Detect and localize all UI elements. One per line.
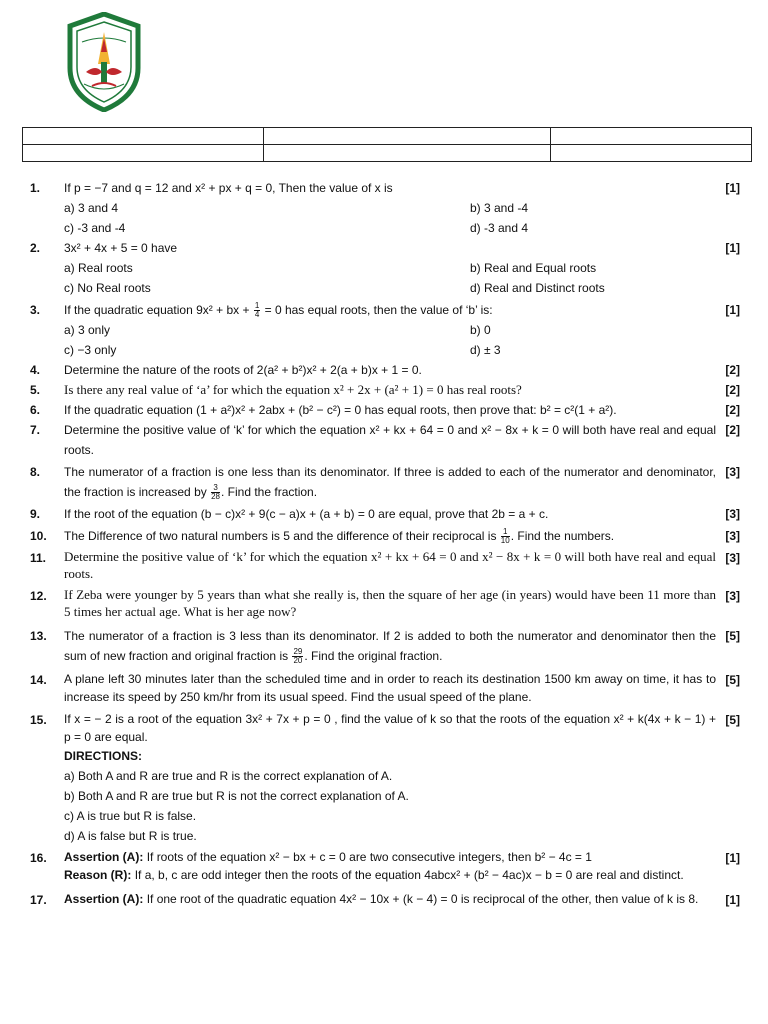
fraction-numerator: 1	[254, 301, 260, 311]
question-1	[22, 178, 752, 238]
question-13	[22, 626, 752, 666]
table-row	[23, 128, 752, 145]
question-marks: [3]	[725, 551, 740, 565]
question-number: 1.	[30, 181, 41, 195]
question-text	[64, 300, 716, 320]
question-number: 10.	[30, 529, 47, 543]
option-a: a) 3 only	[64, 323, 111, 337]
fraction-numerator: 29	[293, 647, 303, 657]
question-14	[22, 670, 752, 706]
option-a: a) Real roots	[64, 261, 133, 275]
fraction-denominator: 4	[254, 310, 260, 320]
question-marks: [1]	[725, 303, 740, 317]
question-marks: [3]	[725, 507, 740, 521]
question-number: 4.	[30, 363, 41, 377]
question-text-part: . Find the numbers.	[510, 529, 615, 543]
question-number: 3.	[30, 303, 41, 317]
option-b: b) 0	[470, 323, 491, 337]
question-number: 7.	[30, 423, 41, 437]
question-number: 16.	[30, 851, 47, 865]
question-number: 5.	[30, 383, 41, 397]
question-text: If x = − 2 is a root of the equation 3x² + 7x + p = 0 , find the value of k so that the roots of the equation x² + k(4x + k − 1) + p = 0 are equal.	[64, 712, 716, 744]
question-number: 12.	[30, 589, 47, 603]
question-marks: [2]	[725, 383, 740, 397]
directions-title: DIRECTIONS:	[64, 749, 142, 763]
question-7	[22, 420, 752, 460]
options-grid	[64, 320, 752, 360]
question-number: 2.	[30, 241, 41, 255]
assertion-label: Assertion (A):	[64, 892, 144, 906]
question-text: Determine the positive value of ‘k’ for which the equation x² + kx + 64 = 0 and x² − 8x + k = 0 will both have real and equal roots.	[64, 423, 716, 457]
question-text-part: The numerator of a fraction is 3 less than its denominator. If 2 is added to both the numerator and denominator then the sum of new fraction and original fraction is	[64, 629, 716, 663]
question-number: 15.	[30, 713, 47, 727]
question-marks: [5]	[725, 673, 740, 687]
question-8	[22, 462, 752, 502]
question-marks: [3]	[725, 529, 740, 543]
question-16	[22, 848, 752, 884]
question-2	[22, 238, 752, 298]
question-number: 9.	[30, 507, 41, 521]
question-text: A plane left 30 minutes later than the scheduled time and in order to reach its destination 1500 km away on time, it has to increase its speed by 250 km/hr from its usual speed. Find the usual speed of the plane.	[64, 672, 716, 704]
direction-item: c) A is true but R is false.	[64, 809, 197, 823]
question-text: If the root of the equation (b − c)x² + 9(c − a)x + (a + b) = 0 are equal, prove that 2b = a + c.	[64, 507, 549, 521]
question-text-part: . Find the original fraction.	[304, 649, 443, 663]
question-9	[22, 504, 752, 524]
question-marks: [1]	[725, 181, 740, 195]
reason-text	[64, 867, 716, 884]
assertion-text	[64, 848, 716, 867]
question-text-part: . Find the fraction.	[221, 485, 318, 499]
table-cell	[264, 128, 551, 145]
option-c: c) -3 and -4	[64, 221, 126, 235]
question-11	[22, 548, 752, 582]
fraction-denominator: 28	[211, 492, 220, 502]
fraction-denominator: 20	[293, 656, 303, 666]
question-text	[64, 626, 716, 666]
options-grid	[64, 198, 752, 238]
question-marks: [5]	[725, 713, 740, 727]
direction-item: d) A is false but R is true.	[64, 829, 197, 843]
question-6	[22, 400, 752, 420]
question-text	[64, 526, 716, 546]
fraction	[292, 648, 303, 665]
school-logo	[64, 12, 144, 112]
option-d: d) ± 3	[470, 343, 501, 357]
question-marks: [2]	[725, 403, 740, 417]
question-number: 13.	[30, 629, 47, 643]
header-info-table	[22, 127, 752, 162]
assertion-label: Assertion (A):	[64, 850, 144, 864]
option-d: d) Real and Distinct roots	[470, 281, 605, 295]
question-marks: [1]	[725, 893, 740, 907]
table-row	[23, 145, 752, 162]
question-text: If Zeba were younger by 5 years than what she really is, then the square of her age (in years) would have been 11 more than 5 times her actual age. What is her age now?	[64, 587, 716, 619]
question-text-part: The Difference of two natural numbers is 5 and the difference of their reciprocal is	[64, 529, 497, 543]
option-b: b) 3 and -4	[470, 201, 529, 215]
assertion-text	[64, 890, 716, 909]
table-cell	[23, 145, 264, 162]
question-marks: [3]	[725, 465, 740, 479]
reason-body: If a, b, c are odd integer then the roots of the equation 4abcx² + (b² − 4ac)x − b = 0 are real and distinct.	[134, 868, 684, 882]
question-text: Determine the positive value of ‘k’ for which the equation x² + kx + 64 = 0 and x² − 8x + k = 0 will both have real and equal roots.	[64, 549, 716, 581]
question-list	[22, 178, 752, 909]
question-10	[22, 526, 752, 546]
question-5	[22, 380, 752, 400]
assertion-body: If roots of the equation x² − bx + c = 0 are two consecutive integers, then b² − 4c = 1	[146, 850, 592, 864]
question-marks: [5]	[725, 629, 740, 643]
table-cell	[264, 145, 551, 162]
question-text-part: If the quadratic equation 9x² + bx +	[64, 303, 250, 317]
table-cell	[551, 145, 752, 162]
question-number: 8.	[30, 465, 41, 479]
reason-label: Reason (R):	[64, 868, 132, 882]
fraction-numerator: 1	[501, 528, 510, 537]
option-a: a) 3 and 4	[64, 201, 119, 215]
question-marks: [2]	[725, 363, 740, 377]
question-text-part: = 0 has equal roots, then the value of ‘b’ is:	[264, 303, 493, 317]
directions-block	[22, 746, 752, 846]
question-text: Determine the nature of the roots of 2(a² + b²)x² + 2(a + b)x + 1 = 0.	[64, 363, 422, 377]
question-3	[22, 300, 752, 360]
question-4	[22, 360, 752, 380]
option-d: d) -3 and 4	[470, 221, 529, 235]
question-text: If p = −7 and q = 12 and x² + px + q = 0, Then the value of x is	[64, 181, 393, 195]
question-text	[64, 462, 716, 502]
question-text: 3x² + 4x + 5 = 0 have	[64, 241, 178, 255]
option-b: b) Real and Equal roots	[470, 261, 597, 275]
table-cell	[551, 128, 752, 145]
question-text: Is there any real value of ‘a’ for which the equation x² + 2x + (a² + 1) = 0 has real roots?	[64, 382, 522, 397]
fraction	[211, 484, 220, 501]
question-marks: [2]	[725, 423, 740, 437]
question-number: 11.	[30, 551, 47, 565]
fraction	[254, 302, 260, 319]
question-marks: [1]	[725, 851, 740, 865]
fraction-denominator: 10	[500, 536, 510, 546]
question-number: 14.	[30, 673, 47, 687]
question-17	[22, 890, 752, 909]
options-grid	[64, 258, 752, 298]
question-15	[22, 710, 752, 746]
fraction	[501, 528, 510, 545]
question-marks: [3]	[725, 589, 740, 603]
question-number: 6.	[30, 403, 41, 417]
question-number: 17.	[30, 893, 47, 907]
question-marks: [1]	[725, 241, 740, 255]
question-12	[22, 586, 752, 620]
direction-item: a) Both A and R are true and R is the correct explanation of A.	[64, 769, 393, 783]
question-text-part: The numerator of a fraction is one less than its denominator. If three is added to each of the numerator and denominator, the fraction is increased by	[64, 465, 716, 499]
school-shield-crest-icon	[64, 12, 144, 112]
direction-item: b) Both A and R are true but R is not the correct explanation of A.	[64, 789, 409, 803]
option-c: c) −3 only	[64, 343, 117, 357]
assertion-body: If one root of the quadratic equation 4x² − 10x + (k − 4) = 0 is reciprocal of the other, then value of k is 8.	[146, 892, 699, 906]
question-text: If the quadratic equation (1 + a²)x² + 2abx + (b² − c²) = 0 has equal roots, then prove that: b² = c²(1 + a²).	[64, 403, 617, 417]
fraction-numerator: 3	[211, 484, 220, 493]
option-c: c) No Real roots	[64, 281, 151, 295]
table-cell	[23, 128, 264, 145]
